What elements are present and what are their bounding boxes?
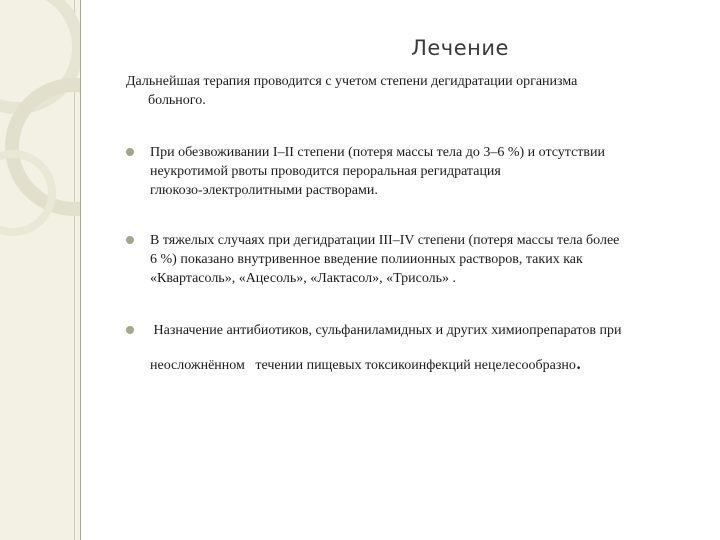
bullet-item-3	[126, 321, 696, 375]
bullet-3-line-1: Назначение антибиотиков, сульфаниламидных и других химиопрепаратов при	[150, 323, 622, 338]
slide-title: Лечение	[411, 36, 509, 60]
bullet-item-1	[126, 143, 696, 200]
intro-line-1: Дальнейшая терапия проводится с учетом степени дегидратации организма	[126, 74, 578, 89]
bullet-marker	[126, 236, 134, 244]
intro-line-2: больного.	[148, 93, 206, 108]
bullet-3-line-2	[150, 349, 696, 375]
intro-paragraph	[126, 72, 696, 110]
bullet-2-line-1: В тяжелых случаях при дегидратации III–IV степени (потеря массы тела более	[150, 233, 620, 248]
decorative-side-panel	[0, 0, 81, 540]
bullet-marker	[126, 326, 134, 334]
bullet-2-line-3: «Квартасоль», «Ацесоль», «Лактасол», «Трисоль» .	[150, 271, 457, 286]
bullet-1-line-2: неукротимой рвоты проводится пероральная регидратация	[150, 164, 501, 179]
bullet-1-line-1: При обезвоживании I–II степени (потеря массы тела до 3–6 %) и отсутствии	[150, 145, 605, 160]
bullet-3-line-2-text: неосложнённом течении пищевых токсикоинфекций нецелесообразно	[150, 358, 576, 373]
bullet-3-period: .	[575, 349, 582, 374]
bullet-1-line-3: глюкозо-электролитными растворами.	[150, 183, 378, 198]
bullet-2-line-2: 6 %) показано внутривенное введение полиионных растворов, таких как	[150, 252, 583, 267]
bullet-item-2	[126, 231, 696, 288]
bullet-marker	[126, 148, 134, 156]
